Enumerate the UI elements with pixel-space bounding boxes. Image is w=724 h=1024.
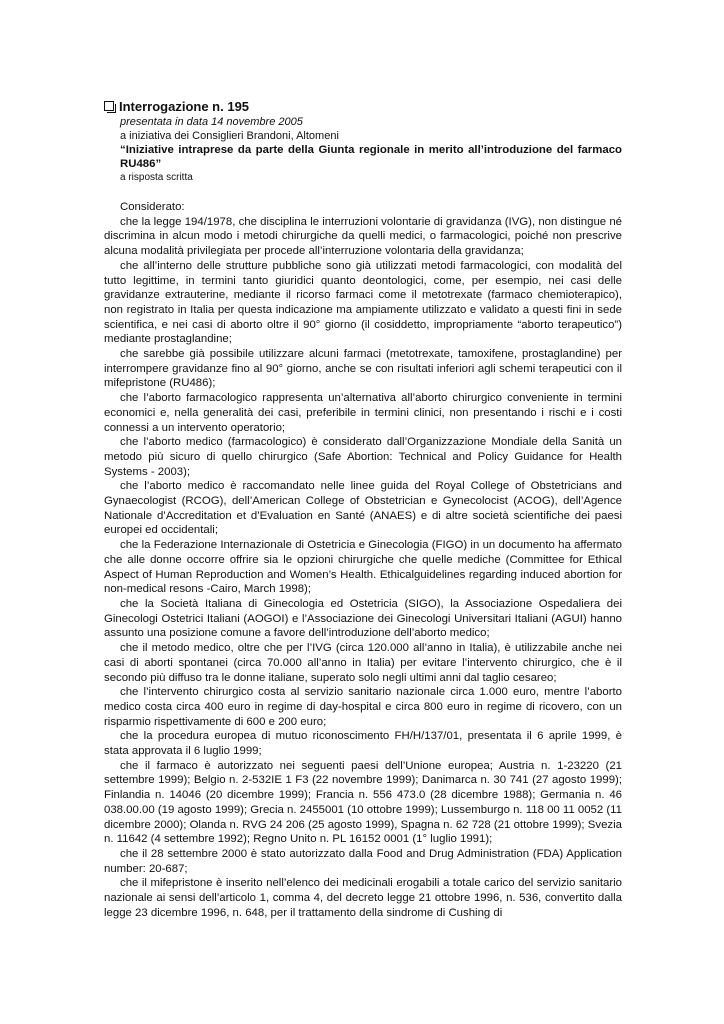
checkbox-icon — [104, 101, 114, 111]
paragraph: che la Federazione Internazionale di Ostetricia e Ginecologia (FIGO) in un documento ha affermato che alle donne occorre offrire sia le opzioni chirurgiche che quelle mediche (Committee for Ethical Aspect of Human Reproduction and Women’s Health. Ethicalguidelines regarding induced abortion for non-medical resons -Cairo, March 1998); — [104, 539, 622, 596]
paragraph: che l’aborto farmacologico rappresenta un’alternativa all’aborto chirurgico conveniente in termini economici e, nella generalità dei casi, preferibile in termini clinici, non presentando i rischi e i costi connessi a un intervento operatorio; — [104, 392, 622, 434]
presentation-date: presentata in data 14 novembre 2005 — [120, 116, 303, 128]
paragraph: che la procedura europea di mutuo riconoscimento FH/H/137/01, presentata il 6 aprile 1999, è stata approvata il 6 luglio 1999; — [104, 730, 622, 758]
intro-paragraph: Considerato: — [120, 201, 185, 213]
paragraph: che il 28 settembre 2000 è stato autorizzato dalla Food and Drug Administration (FDA) Application number: 20-687; — [104, 847, 622, 875]
reply-type: a risposta scritta — [120, 172, 193, 183]
paragraph: che il farmaco è autorizzato nei seguenti paesi dell’Unione europea; Austria n. 1-23220 (21 settembre 1999); Belgio n. 2-532IE 1 F3 (22 novembre 1999); Danimarca n. 30 741 (27 agosto 1999); Finlandia n. 14046 (20 dicembre 1999); Francia n. 556 473.0 (28 dicembre 1988); Germania n. 46 038.00.00 (19 agosto 1999); Grecia n. 2455001 (10 ottobre 1999); Lussemburgo n. 118 00 11 0052 (11 dicembre 2000); Olanda n. RVG 24 206 (25 agosto 1999), Spagna n. 62 728 (21 ottobre 1999); Svezia n. 11642 (4 settembre 1992); Regno Unito n. PL 16152 0001 (1° luglio 1991); — [104, 759, 623, 846]
paragraph: che sarebbe già possibile utilizzare alcuni farmaci (metotrexate, tamoxifene, prostaglandine) per interrompere gravidanze fino al 90° giorno, anche se con risultati inferiori agli schemi terapeutici con il mifepristone (RU486); — [104, 348, 622, 390]
paragraph: che l’intervento chirurgico costa al servizio sanitario nazionale circa 1.000 euro, mentre l’aborto medico costa circa 400 euro in regime di day-hospital e circa 800 euro in regime di ricovero, con un risparmio rispettivamente di 600 e 200 euro; — [104, 686, 622, 728]
paragraph: che l’aborto medico (farmacologico) è considerato dall’Organizzazione Mondiale della Sanità un metodo più sicuro di quello chirurgico (Safe Abortion: Technical and Policy Guidance for Health Systems - 2003); — [104, 436, 622, 478]
paragraph: che all’interno delle strutture pubbliche sono già utilizzati metodi farmacologici, con modalità del tutto legittime, in termini tanto giuridici quanto deontologici, come, per esempio, nei casi delle gravidanze extrauterine, mediante il ricorso farmaci come il metotrexate (farmaco chemioterapico), non registrato in Italia per questa indicazione ma ampiamente utilizzato e validato a questi fini in sede scientifica, e nei casi di aborto oltre il 90° giorno (il cosiddetto, impropriamente “aborto terapeutico”) mediante prostaglandine; — [104, 259, 622, 346]
subject-title: “Iniziative intraprese da parte della Giunta regionale in merito all’introduzione del farmaco RU486” — [120, 144, 622, 170]
paragraph: che il metodo medico, oltre che per l’IVG (circa 120.000 all’anno in Italia), è utilizzabile anche nei casi di aborti spontanei (circa 70.000 all’anno in Italia) per evitare l’intervento chirurgico, che è il secondo più diffuso tra le donne italiane, superato solo negli ultimi anni dal taglio cesareo; — [104, 642, 622, 684]
document-page — [104, 96, 622, 920]
document-title: Interrogazione n. 195 — [119, 98, 250, 114]
title-row — [104, 96, 622, 116]
paragraph: che il mifepristone è inserito nell’elenco dei medicinali erogabili a totale carico del servizio sanitario nazionale ai sensi dell’articolo 1, comma 4, del decreto legge 21 ottobre 1996, n. 536, convertito dalla legge 23 dicembre 1996, n. 648, per il trattamento della sindrome di Cushing di — [104, 877, 622, 919]
document-body — [104, 200, 622, 920]
paragraph: che la legge 194/1978, che disciplina le interruzioni volontarie di gravidanza (IVG), non distingue né discrimina in alcun modo i metodi chirurgiche da quelli medici, o farmacologici, poiché non prescrive alcuna modalità privilegiata per procede all’interruzione volontaria della gravidanza; — [104, 215, 622, 258]
paragraph: che la Società Italiana di Ginecologia ed Ostetricia (SIGO), la Associazione Ospedaliera dei Ginecologi Ostetrici Italiani (AOGOI) e l’Associazione dei Ginecologi Universitari Italiani (AGUI) hanno assunto una posizione comune a favore dell’introduzione dell’aborto medico; — [104, 597, 622, 640]
paragraph: che l’aborto medico è raccomandato nelle linee guida del Royal College of Obstetricians and Gynaecologist (RCOG), dell’American College of Obstetrician e Gynecolocist (ACOG), dell’Agence Nationale d’Accreditation et d’Evaluation en Santé (ANAES) e di altre società scientifiche dei paesi europei ed occidentali; — [104, 480, 622, 537]
initiative-line: a iniziativa dei Consiglieri Brandoni, Altomeni — [120, 129, 339, 142]
document-meta — [104, 116, 622, 184]
